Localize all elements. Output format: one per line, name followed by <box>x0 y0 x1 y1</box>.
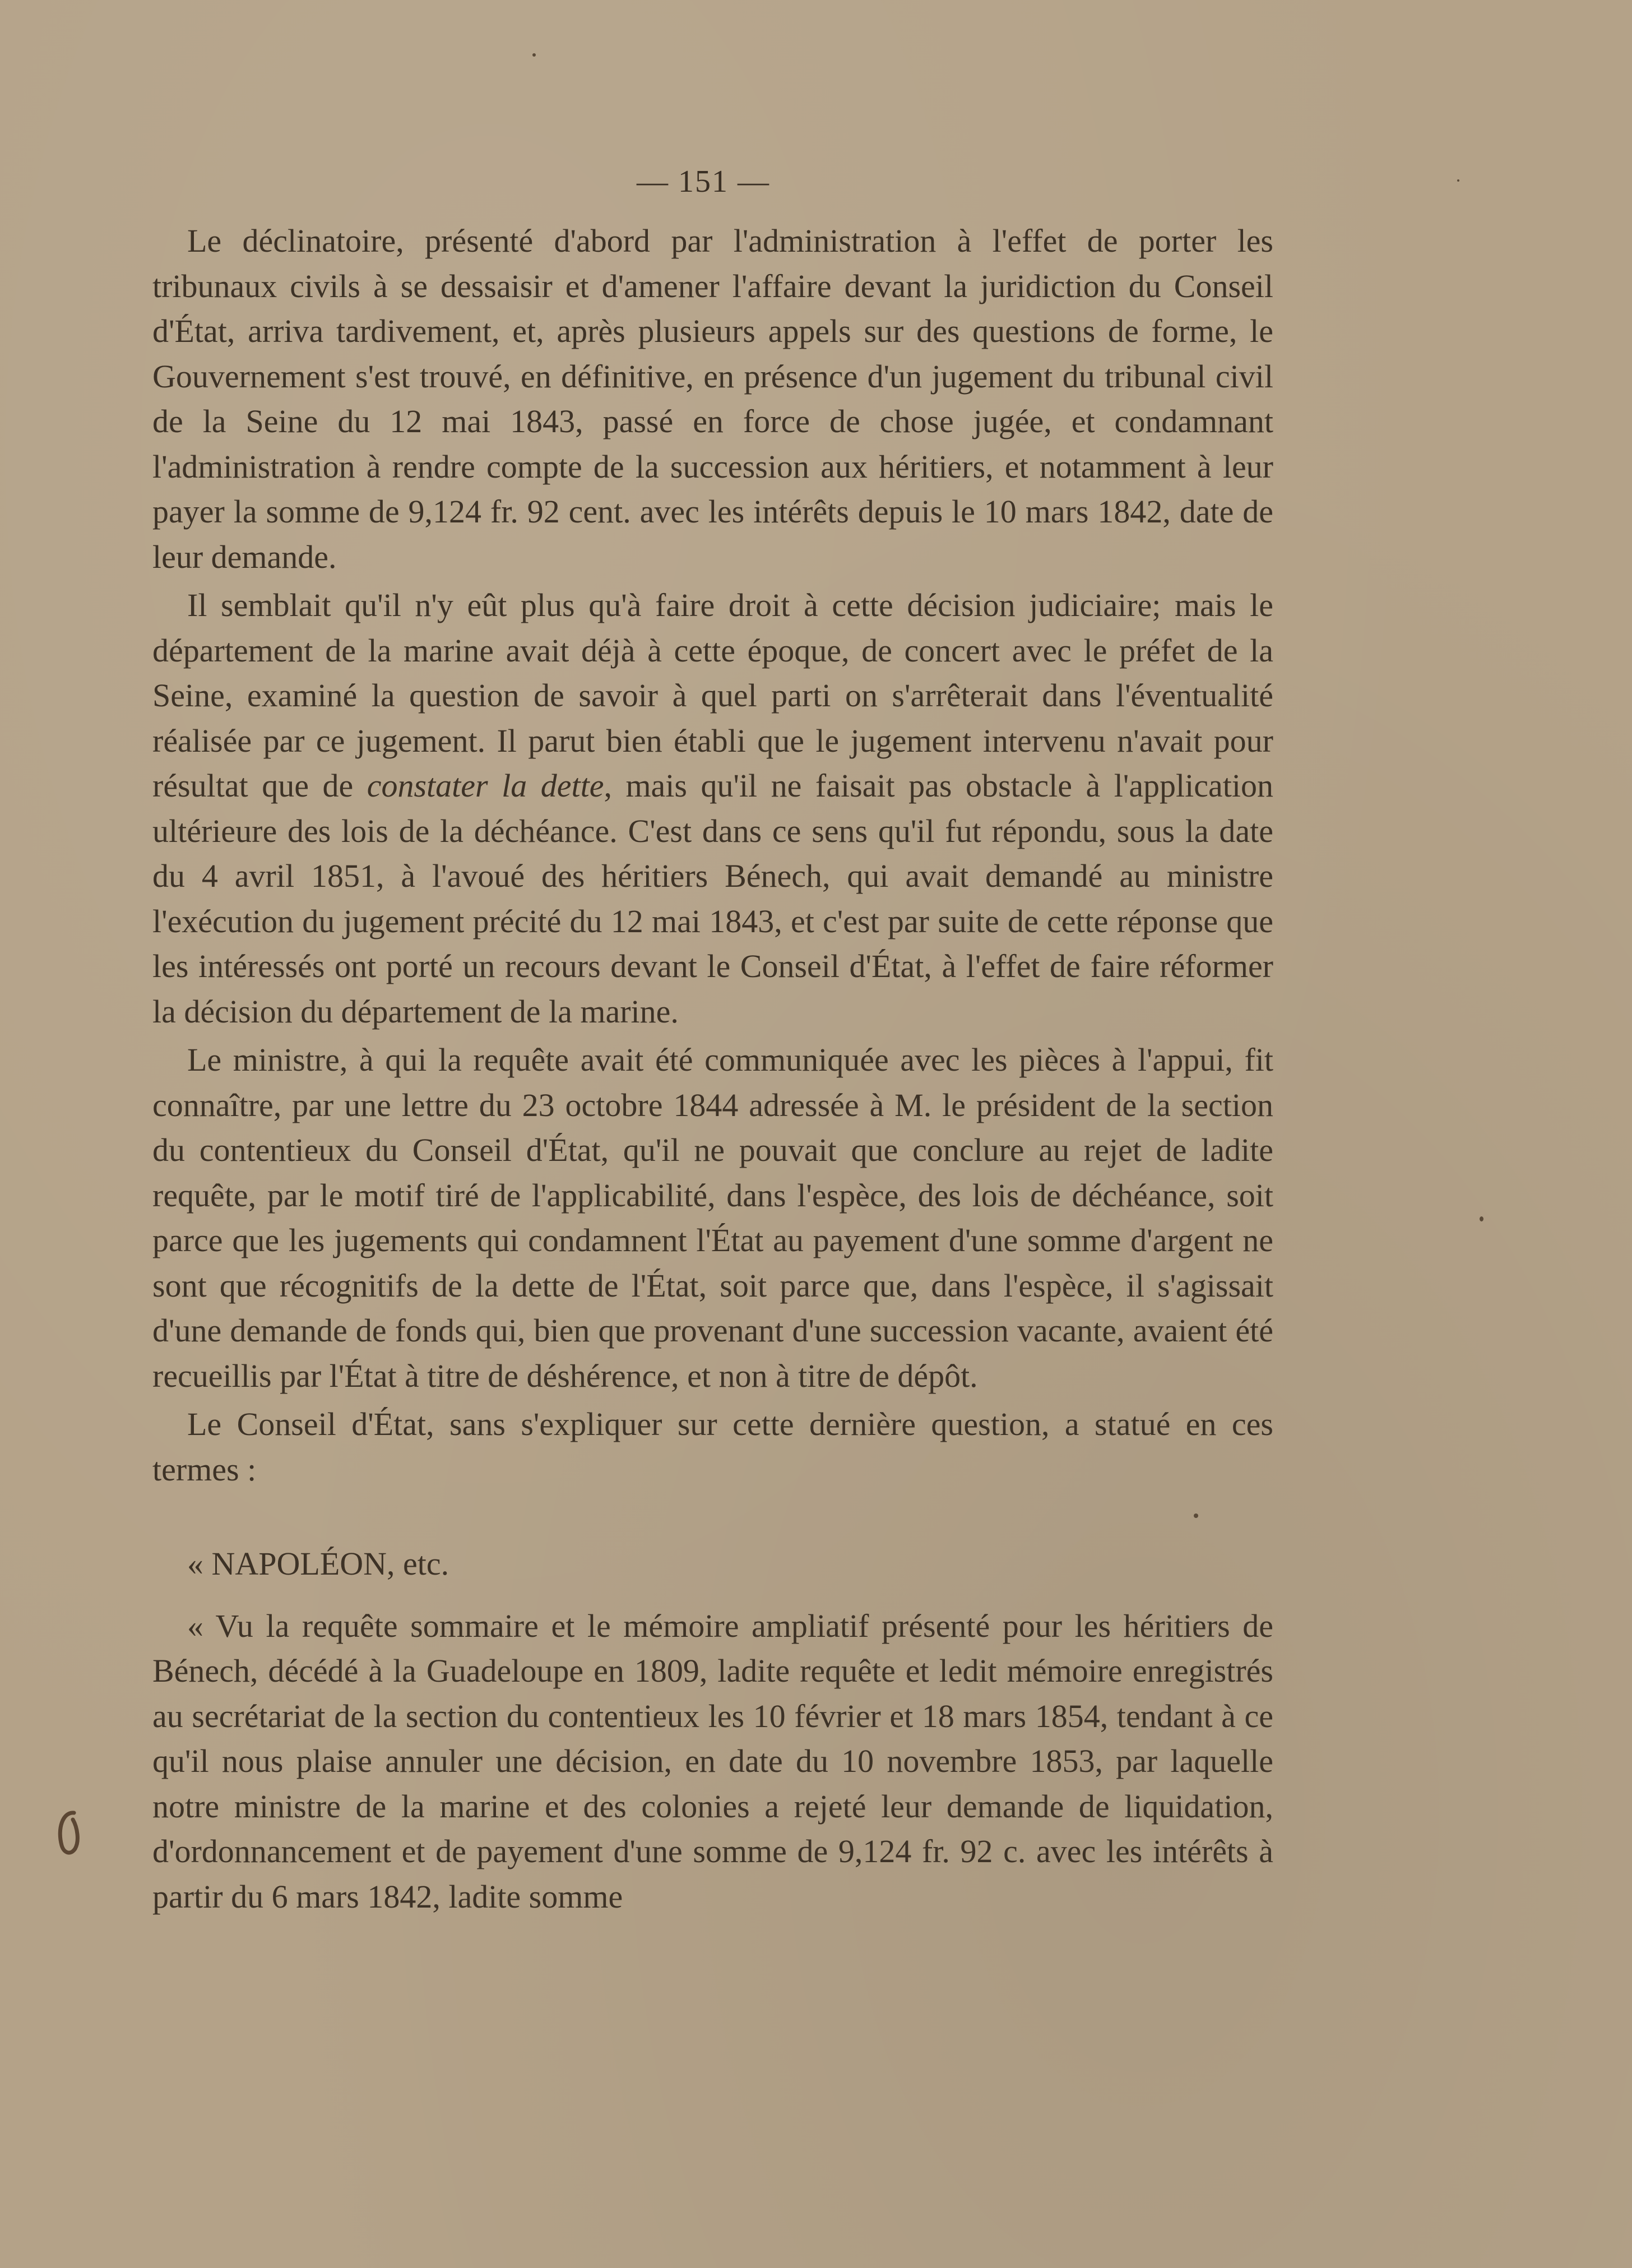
paper-speck <box>1194 1513 1198 1518</box>
paragraph-jugement-after: , mais qu'il ne faisait pas obstacle à l'application ultérieure des lois de la déchéance. C'est dans ce sens qu'il fut répondu, sous la date du 4 avril 1851, à l'avoué des héritiers Bénech, qui avait demandé au ministre l'exécution du jugement précité du 12 mai 1843, et c'est par suite de cette réponse que les intéressés ont porté un recours devant le Conseil d'État, à l'effet de faire réformer la décision du département de la marine. <box>152 767 1274 1030</box>
page-number: — 151 — <box>637 164 770 199</box>
italic-phrase: constater la dette <box>367 767 604 804</box>
paper-speck <box>532 53 536 57</box>
paragraph-jugement-before: Il semblait qu'il n'y eût plus qu'à faire droit à cette décision judiciaire; mais le département de la marine avait déjà à cette époque, de concert avec le préfet de la Seine, examiné la question de savoir à quel parti on s'arrêterait dans l'éventualité réalisée par ce jugement. Il parut bien établi que le jugement intervenu n'avait pour résultat que de <box>152 587 1273 804</box>
paper-speck <box>1457 179 1459 182</box>
paragraph-ministre: Le ministre, à qui la requête avait été communiquée avec les pièces à l'appui, fit connaître, par une lettre du 23 octobre 1844 adressée à M. le président de la section du contentieux du Conseil d'État, qu'il ne pouvait que conclure au rejet de ladite requête, par le motif tiré de l'applicabilité, dans l'espèce, des lois de déchéance, soit parce que les jugements qui condamnent l'État au payement d'une somme d'argent ne sont que récognitifs de la dette de l'État, soit parce que, dans l'espèce, il s'agissait d'une demande de fonds qui, bien que provenant d'une succession vacante, avaient été recueillis par l'État à titre de déshérence, et non à titre de dépôt. <box>152 1042 1273 1394</box>
paragraph-declinatoire: Le déclinatoire, présenté d'abord par l'administration à l'effet de porter les tribunaux civils à se dessaisir et d'amener l'affaire devant la juridiction du Conseil d'État, arriva tardivement, et, après plusieurs appels sur des questions de forme, le Gouvernement s'est trouvé, en définitive, en présence d'un jugement du tribunal civil de la Seine du 12 mai 1843, passé en force de chose jugée, et condamnant l'administration à rendre compte de la succession aux héritiers, et notamment à leur payer la somme de 9,124 fr. 92 cent. avec les intérêts depuis le 10 mars 1842, date de leur demande. <box>152 223 1273 575</box>
paragraph-jugement <box>152 583 1273 1034</box>
margin-ink-mark <box>52 1806 85 1862</box>
paper-speck <box>1480 1216 1483 1221</box>
paragraph-conseil: Le Conseil d'État, sans s'expliquer sur cette dernière question, a statué en ces termes : <box>152 1406 1273 1488</box>
body-text <box>152 219 1273 1923</box>
decree-heading: « NAPOLÉON, etc. <box>187 1545 449 1582</box>
decree-paragraph: « Vu la requête sommaire et le mémoire ampliatif présenté pour les héritiers de Bénech, décédé à la Guadeloupe en 1809, ladite requête et ledit mémoire enregistrés au secrétariat de la section du contentieux les 10 février et 18 mars 1854, tendant à ce qu'il nous plaise annuler une décision, en date du 10 novembre 1853, par laquelle notre ministre de la marine et des colonies a rejeté leur demande de liquidation, d'ordonnancement et de payement d'une somme de 9,124 fr. 92 c. avec les intérêts à partir du 6 mars 1842, ladite somme <box>152 1607 1273 1915</box>
